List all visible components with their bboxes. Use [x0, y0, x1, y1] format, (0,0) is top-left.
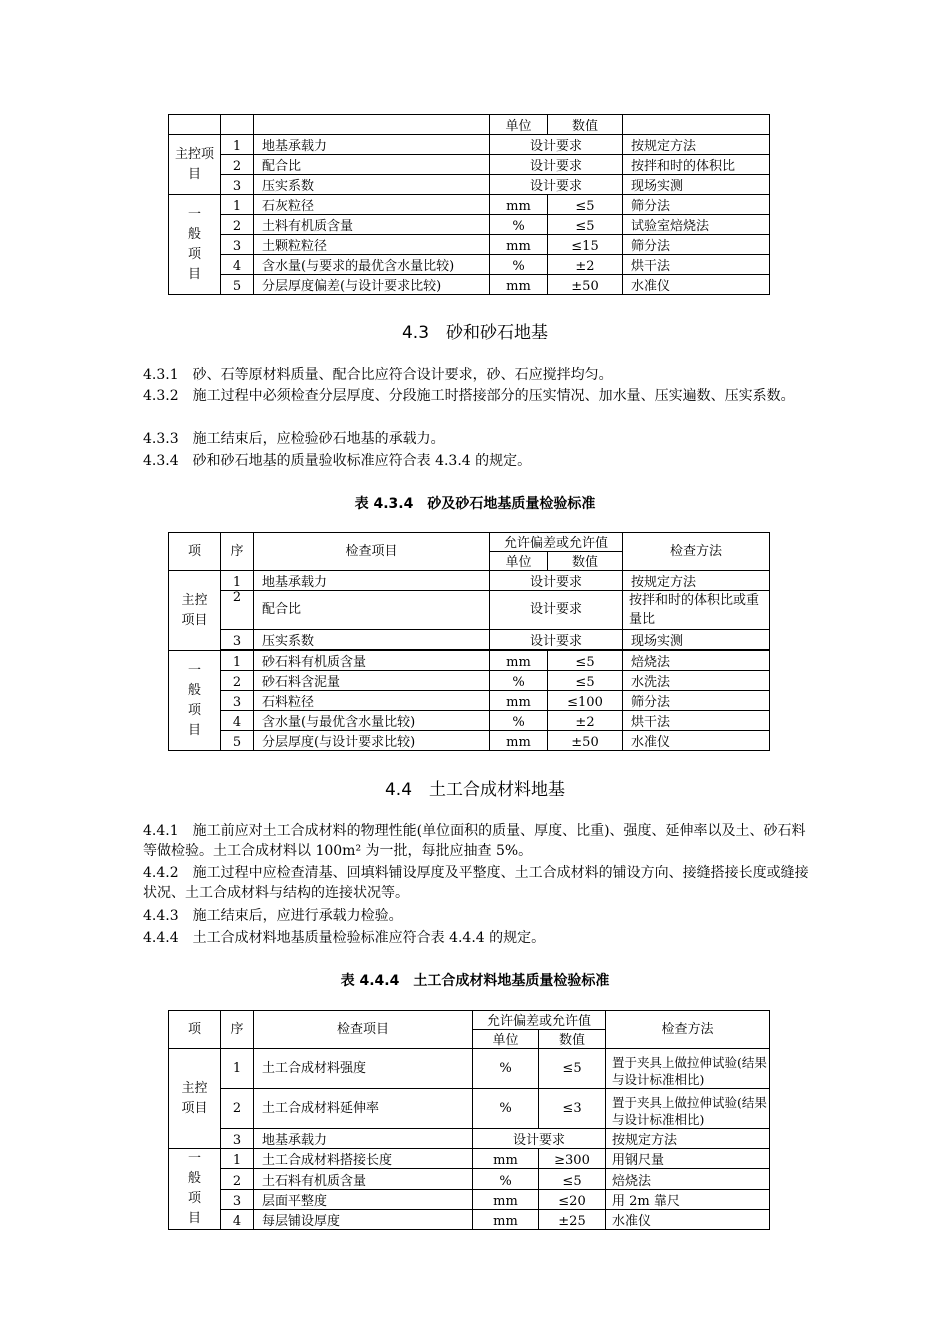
table-row: 主控项目 1 地基承载力 设计要求 按规定方法	[169, 135, 770, 155]
table-4-3-4-caption: 表 4.3.4 砂及砂石地基质量检验标准	[354, 496, 596, 512]
table-header-row: 单位 数值	[169, 1030, 770, 1049]
table-4-4-4-caption: 表 4.4.4 土工合成材料地基质量检验标准	[340, 973, 610, 989]
table-row: 3 层面平整度 mm ≤20 用 2m 靠尺	[169, 1189, 770, 1209]
paragraph: 4.4.3 施工结束后，应进行承载力检验。	[143, 908, 403, 924]
value-header: 数值	[548, 115, 623, 135]
table-row: 5 分层厚度(与设计要求比较) mm ±50 水准仪	[169, 731, 770, 751]
table-header-row: 项 序 检查项目 允许偏差或允许值 检查方法	[169, 1011, 770, 1030]
table-row: 3 压实系数 设计要求 现场实测	[169, 175, 770, 195]
group-main-label: 主控项目	[169, 135, 221, 195]
table-row: 3 压实系数 设计要求 现场实测	[169, 630, 770, 650]
group-main-label: 主控项目	[169, 571, 221, 651]
table-row: 2 配合比 设计要求 按拌和时的体积比或重量比	[169, 591, 770, 630]
table-row: 4 含水量(与要求的最优含水量比较) % ±2 烘干法	[169, 255, 770, 275]
table-row: 4 含水量(与最优含水量比较) % ±2 烘干法	[169, 711, 770, 731]
group-main-label: 主控项目	[169, 1049, 221, 1149]
table-row: 2 砂石料含泥量 % ≤5 水洗法	[169, 671, 770, 691]
table-row: 2 土石料有机质含量 % ≤5 焙烧法	[169, 1169, 770, 1189]
group-general-label: 一般项目	[169, 651, 221, 751]
paragraph: 4.3.2 施工过程中必须检查分层厚度、分段施工时搭接部分的压实情况、加水量、压实遍数、压实系数。	[143, 388, 795, 404]
table-row: 一般项目 1 土工合成材料搭接长度 mm ≥300 用钢尺量	[169, 1149, 770, 1169]
paragraph: 4.3.1 砂、石等原材料质量、配合比应符合设计要求，砂、石应搅拌均匀。	[143, 367, 613, 383]
table-header-row	[169, 115, 770, 135]
group-general-label: 一般项目	[169, 1149, 221, 1230]
paragraph: 4.4.1 施工前应对土工合成材料的物理性能(单位面积的质量、厚度、比重)、强度、延伸率以及土、砂石料等做检验。土工合成材料以 100m² 为一批，每批应抽查 5%。	[143, 823, 806, 859]
table-row: 4 每层铺设厚度 mm ±25 水准仪	[169, 1209, 770, 1229]
table-row: 2 配合比 设计要求 按拌和时的体积比	[169, 155, 770, 175]
paragraph: 4.3.3 施工结束后，应检验砂石地基的承载力。	[143, 431, 445, 447]
table-row: 3 土颗粒粒径 mm ≤15 筛分法	[169, 235, 770, 255]
table-row: 主控项目 1 地基承载力 设计要求 按规定方法	[169, 571, 770, 591]
paragraph: 4.4.4 土工合成材料地基质量检验标准应符合表 4.4.4 的规定。	[143, 930, 546, 946]
unit-header: 单位	[490, 115, 548, 135]
table-row: 2 土料有机质含量 % ≤5 试验室焙烧法	[169, 215, 770, 235]
table-header-row: 项 序 检查项目 允许偏差或允许值 检查方法	[169, 533, 770, 552]
table-row: 一般项目 1 石灰粒径 mm ≤5 筛分法	[169, 195, 770, 215]
sand-gravel-table	[168, 532, 770, 751]
paragraph: 4.3.4 砂和砂石地基的质量验收标准应符合表 4.3.4 的规定。	[143, 453, 532, 469]
table-header-row: 单位 数值	[169, 552, 770, 571]
section-4-3-heading: 4.3 砂和砂石地基	[401, 323, 549, 343]
paragraph: 4.4.2 施工过程中应检查清基、回填料铺设厚度及平整度、土工合成材料的铺设方向、接缝搭接长度或缝接状况、土工合成材料与结构的连接状况等。	[143, 865, 809, 901]
table-row: 3 地基承载力 设计要求 按规定方法	[169, 1129, 770, 1149]
table-row: 5 分层厚度偏差(与设计要求比较) mm ±50 水准仪	[169, 275, 770, 295]
table-row: 2 土工合成材料延伸率 % ≤3 置于夹具上做拉伸试验(结果与设计标准相比)	[169, 1089, 770, 1129]
geosynthetic-table	[168, 1010, 770, 1230]
section-4-4-heading: 4.4 土工合成材料地基	[384, 780, 566, 800]
table-row: 主控项目 1 土工合成材料强度 % ≤5 置于夹具上做拉伸试验(结果与设计标准相比)	[169, 1049, 770, 1089]
lime-soil-table	[168, 114, 770, 295]
group-general-label: 一般项目	[169, 195, 221, 295]
table-row: 3 石料粒径 mm ≤100 筛分法	[169, 691, 770, 711]
table-row: 一般项目 1 砂石料有机质含量 mm ≤5 焙烧法	[169, 651, 770, 671]
